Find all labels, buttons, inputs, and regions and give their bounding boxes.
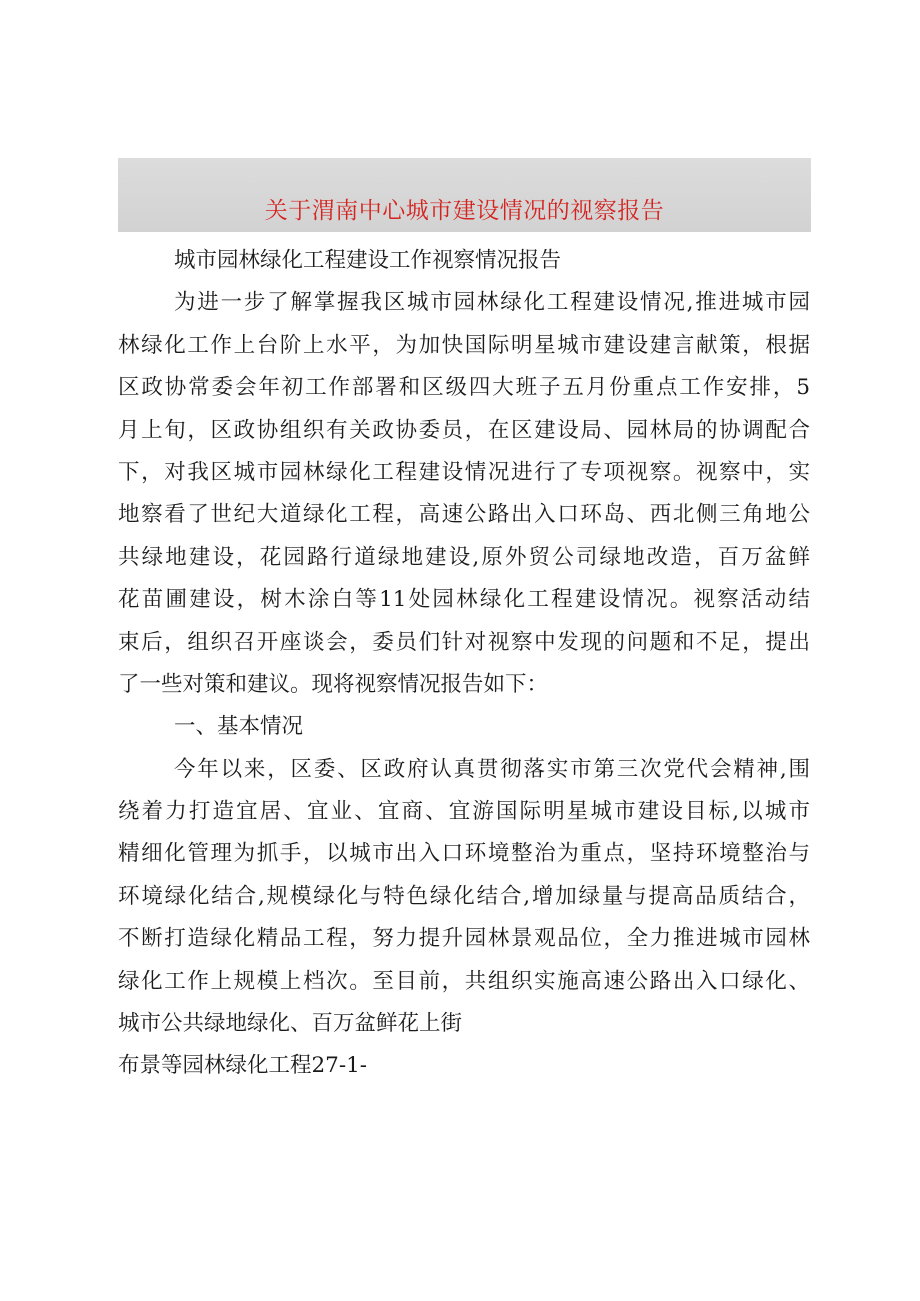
paragraph-line: 束后，组织召开座谈会，委员们针对视察中发现的问题和不足，提出 <box>118 629 810 655</box>
paragraph-line: 区政协常委会年初工作部署和区级四大班子五月份重点工作安排，5 <box>118 375 810 401</box>
paragraph-line: 了一些对策和建议。现将视察情况报告如下： <box>118 671 549 697</box>
paragraph-line: 共绿地建设，花园路行道绿地建设,原外贸公司绿地改造，百万盆鲜 <box>118 544 810 570</box>
paragraph-line: 绕着力打造宜居、宜业、宜商、宜游国际明星城市建设目标,以城市 <box>118 799 810 825</box>
document-body <box>118 240 810 1088</box>
paragraph-line: 地察看了世纪大道绿化工程，高速公路出入口环岛、西北侧三角地公 <box>118 502 810 528</box>
document-title: 关于渭南中心城市建设情况的视察报告 <box>264 197 665 224</box>
paragraph-line: 不断打造绿化精品工程，努力提升园林景观品位，全力推进城市园林 <box>118 926 810 952</box>
title-banner <box>118 158 811 232</box>
paragraph-line: 花苗圃建设，树木涂白等11处园林绿化工程建设情况。视察活动结 <box>118 587 810 613</box>
paragraph-line: 布景等园林绿化工程27-1- <box>118 1053 368 1079</box>
paragraph-line: 为进一步了解掌握我区城市园林绿化工程建设情况,推进城市园 <box>174 290 810 316</box>
paragraph-line: 城市公共绿地绿化、百万盆鲜花上街 <box>118 1011 463 1037</box>
paragraph-line: 绿化工作上规模上档次。至目前，共组织实施高速公路出入口绿化、 <box>118 968 810 994</box>
paragraph-line: 精细化管理为抓手，以城市出入口环境整治为重点，坚持环境整治与 <box>118 841 810 867</box>
paragraph-line: 今年以来，区委、区政府认真贯彻落实市第三次党代会精神,围 <box>174 756 810 782</box>
paragraph-line: 下，对我区城市园林绿化工程建设情况进行了专项视察。视察中，实 <box>118 459 810 485</box>
report-subtitle: 城市园林绿化工程建设工作视察情况报告 <box>174 248 562 273</box>
paragraph-line: 林绿化工作上台阶上水平，为加快国际明星城市建设建言献策，根据 <box>118 332 810 358</box>
section-heading: 一、基本情况 <box>174 714 304 740</box>
paragraph-line: 月上旬，区政协组织有关政协委员，在区建设局、园林局的协调配合 <box>118 417 810 443</box>
paragraph-line: 环境绿化结合,规模绿化与特色绿化结合,增加绿量与提高品质结合， <box>118 883 810 909</box>
